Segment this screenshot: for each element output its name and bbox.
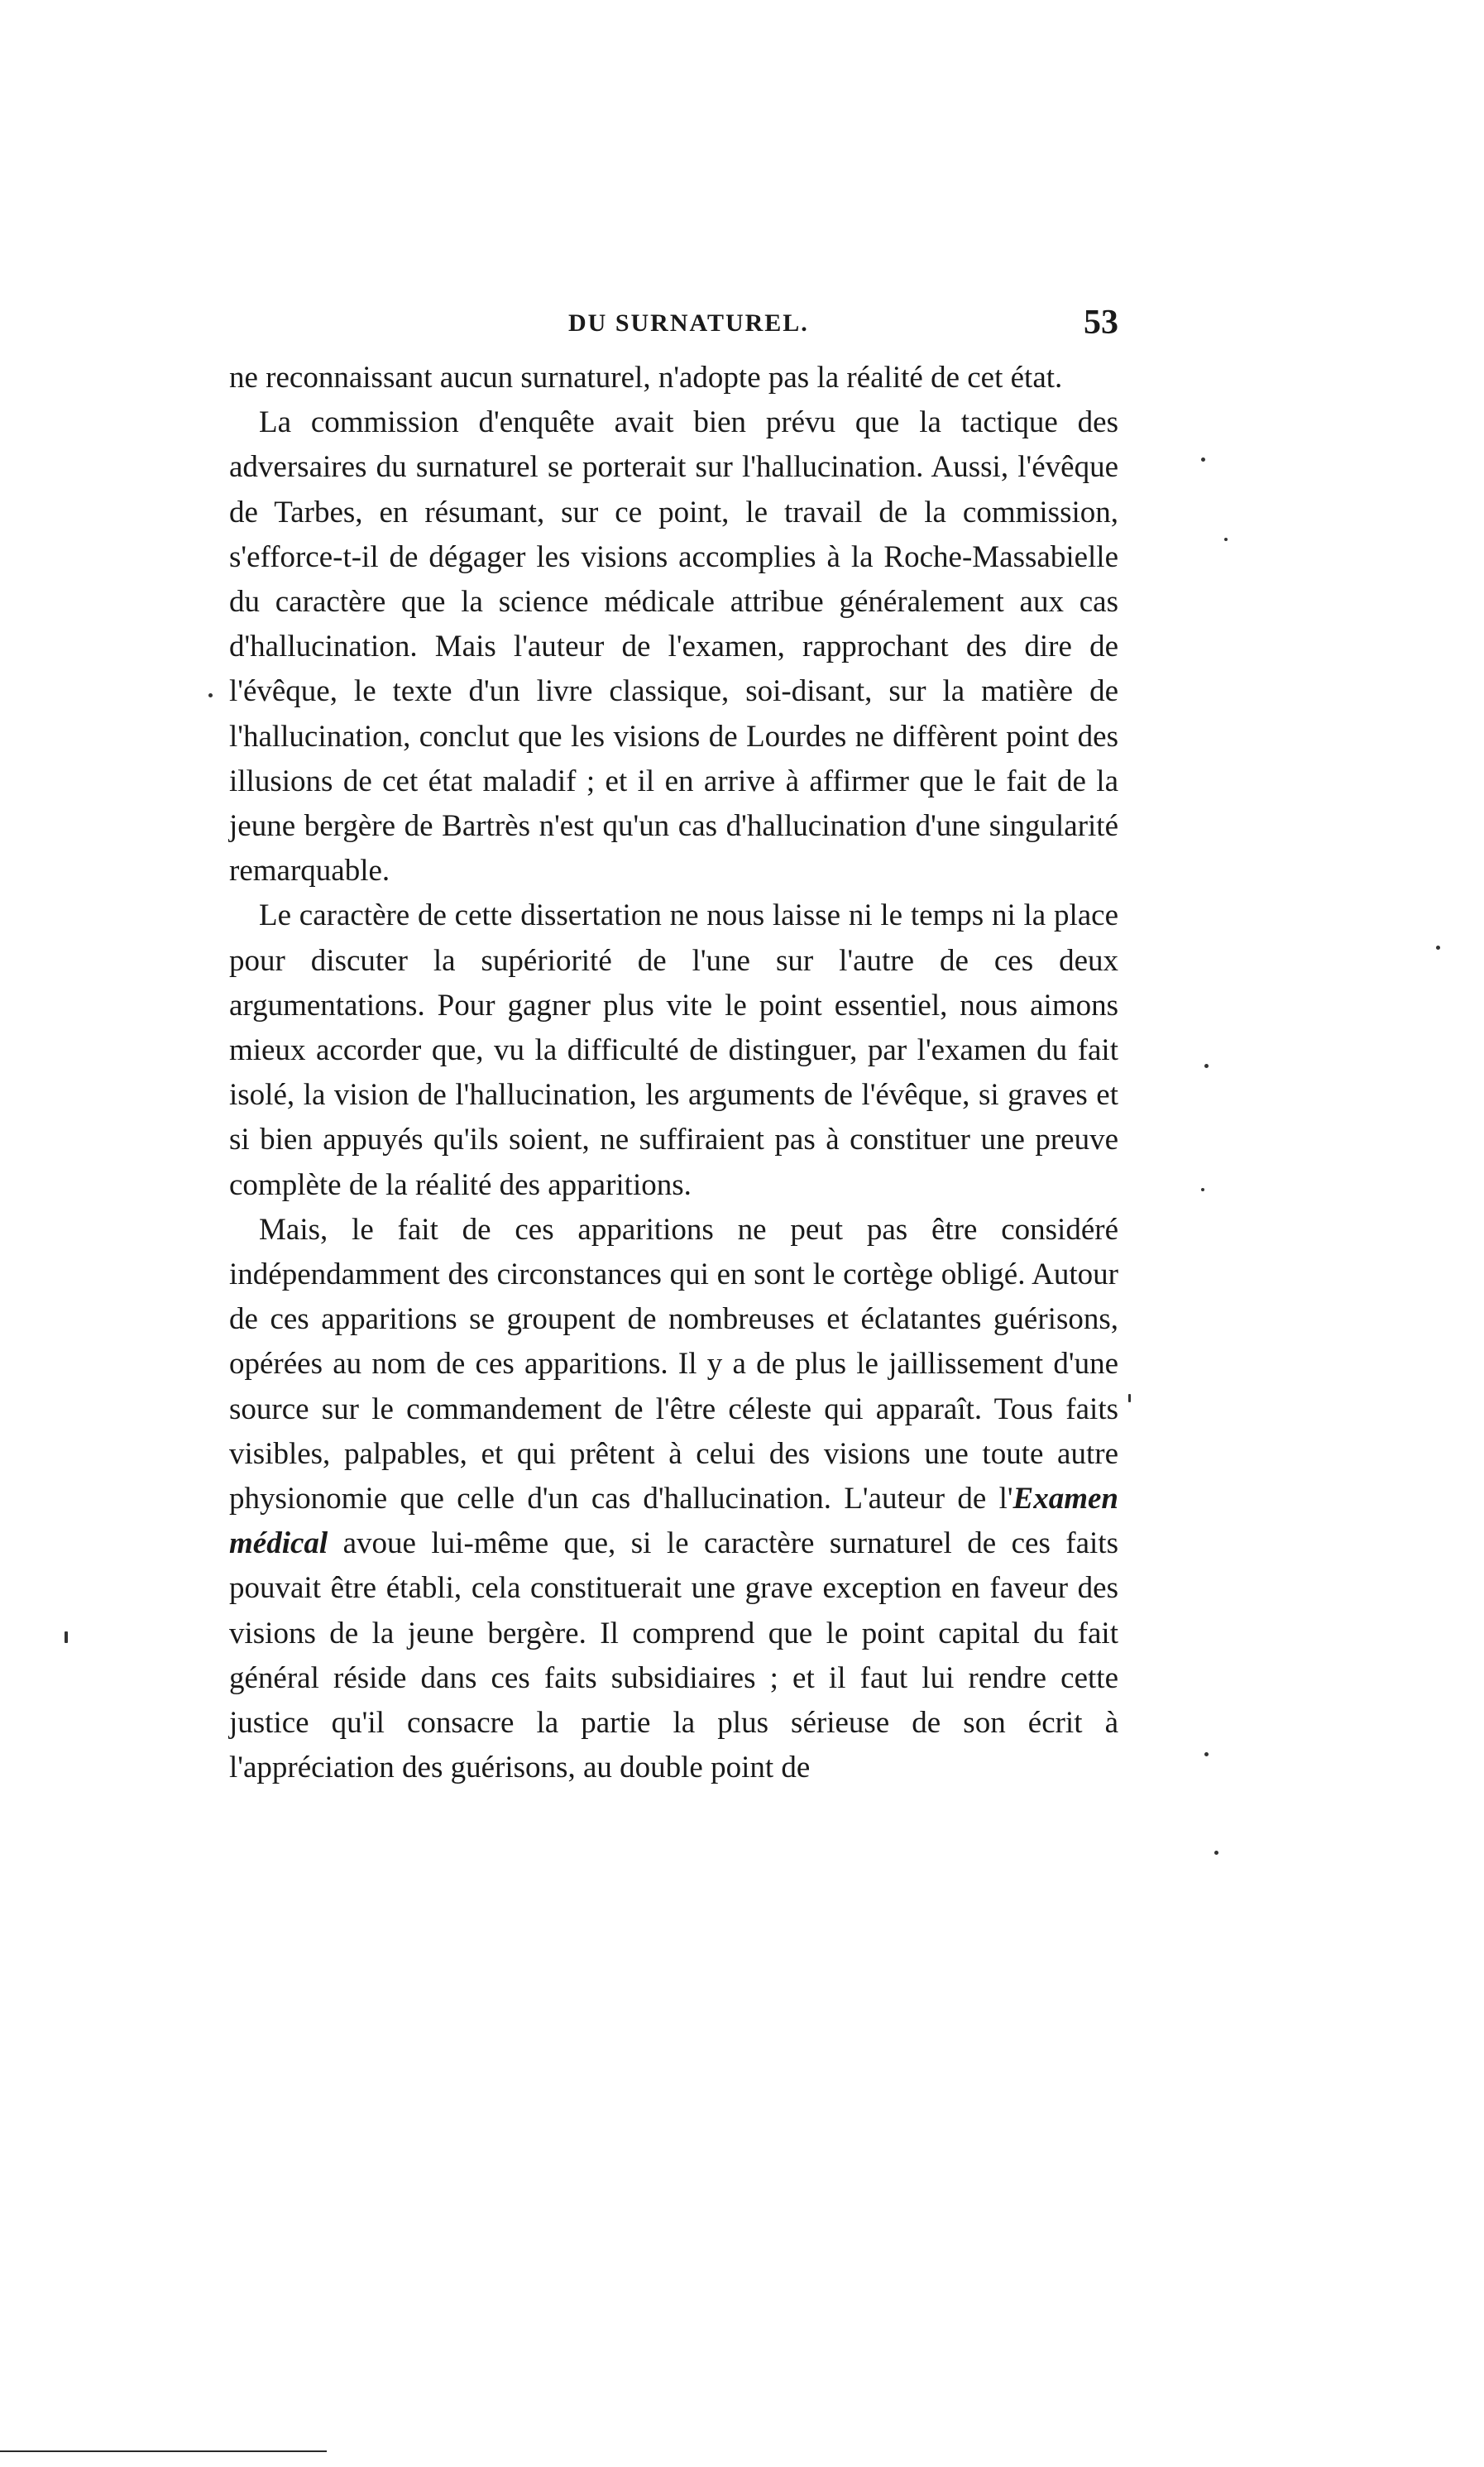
- paragraph-2: La commission d'enquête avait bien prévu que la tactique des adversaires du surnaturel se porterait sur l'hallucination. Aussi, l'évêque de Tarbes, en résumant, sur ce point, le travail de la commission, s'efforce-t-il de dégager les visions accomplies à la Roche-Massabielle du caractère que la science médicale attribue généralement aux cas d'hallucination. Mais l'auteur de l'examen, rapprochant des dire de l'évêque, le texte d'un livre classique, soi-disant, sur la matière de l'hallucination, conclut que les visions de Lourdes ne diffèrent point des illusions de cet état maladif ; et il en arrive à affirmer que le fait de la jeune bergère de Bartrès n'est qu'un cas d'hallucination d'une singularité remarquable.: [229, 405, 1118, 889]
- paragraph-4-text-after: avoue lui-même que, si le caractère surnaturel de ces faits pouvait être établi, cela constituerait une grave exception en faveur des visions de la jeune bergère. Il comprend que le point capital du fait général réside dans ces faits subsidiaires ; et il faut lui rendre cette justice qu'il consacre la partie la plus sérieuse de son écrit à l'appréciation des guérisons, au double point de: [229, 1526, 1118, 1785]
- page-number: 53: [1084, 304, 1118, 342]
- page-header: [229, 306, 1118, 347]
- book-title-examen-medical: Examen médical: [229, 1482, 1118, 1561]
- scan-speck: [1436, 946, 1440, 950]
- scan-speck: [1204, 1752, 1209, 1756]
- running-title: DU SURNATUREL.: [568, 309, 809, 337]
- paragraph-4-text-before: Mais, le fait de ces apparitions ne peut pas être considéré indépendamment des circonstances qui en sont le cortège obligé. Autour de ces apparitions se groupent de nombreuses et éclatantes guérisons, opérées au nom de ces apparitions. Il y a de plus le jaillissement d'une source sur le commandement de l'être céleste qui apparaît. Tous faits visibles, palpables, et qui prêtent à celui des visions une toute autre physionomie que celle d'un cas d'hallucination. L'auteur de l': [229, 1212, 1118, 1516]
- scan-speck: [1201, 1188, 1204, 1191]
- scan-speck: [1224, 538, 1228, 541]
- paragraph-4: [229, 1208, 1118, 1791]
- paragraph-3: Le caractère de cette dissertation ne nous laisse ni le temps ni la place pour discuter la supériorité de l'une sur l'autre de ces deux argumentations. Pour gagner plus vite le point essentiel, nous aimons mieux accorder que, vu la difficulté de distinguer, par l'examen du fait isolé, la vision de l'hallucination, les arguments de l'évêque, si graves et si bien appuyés qu'ils soient, ne suffiraient pas à constituer une preuve complète de la réalité des apparitions.: [229, 898, 1118, 1202]
- scan-speck: [65, 1631, 68, 1643]
- scan-speck: [208, 693, 213, 697]
- scan-edge-rule: [0, 2450, 327, 2452]
- scan-speck: [1201, 457, 1205, 462]
- scan-speck: [1128, 1394, 1131, 1402]
- scan-speck: [1204, 1064, 1209, 1068]
- scan-speck: [1214, 1851, 1218, 1855]
- body-text: [229, 356, 1118, 1791]
- paragraph-1: ne reconnaissant aucun surnaturel, n'adopte pas la réalité de cet état.: [229, 361, 1063, 395]
